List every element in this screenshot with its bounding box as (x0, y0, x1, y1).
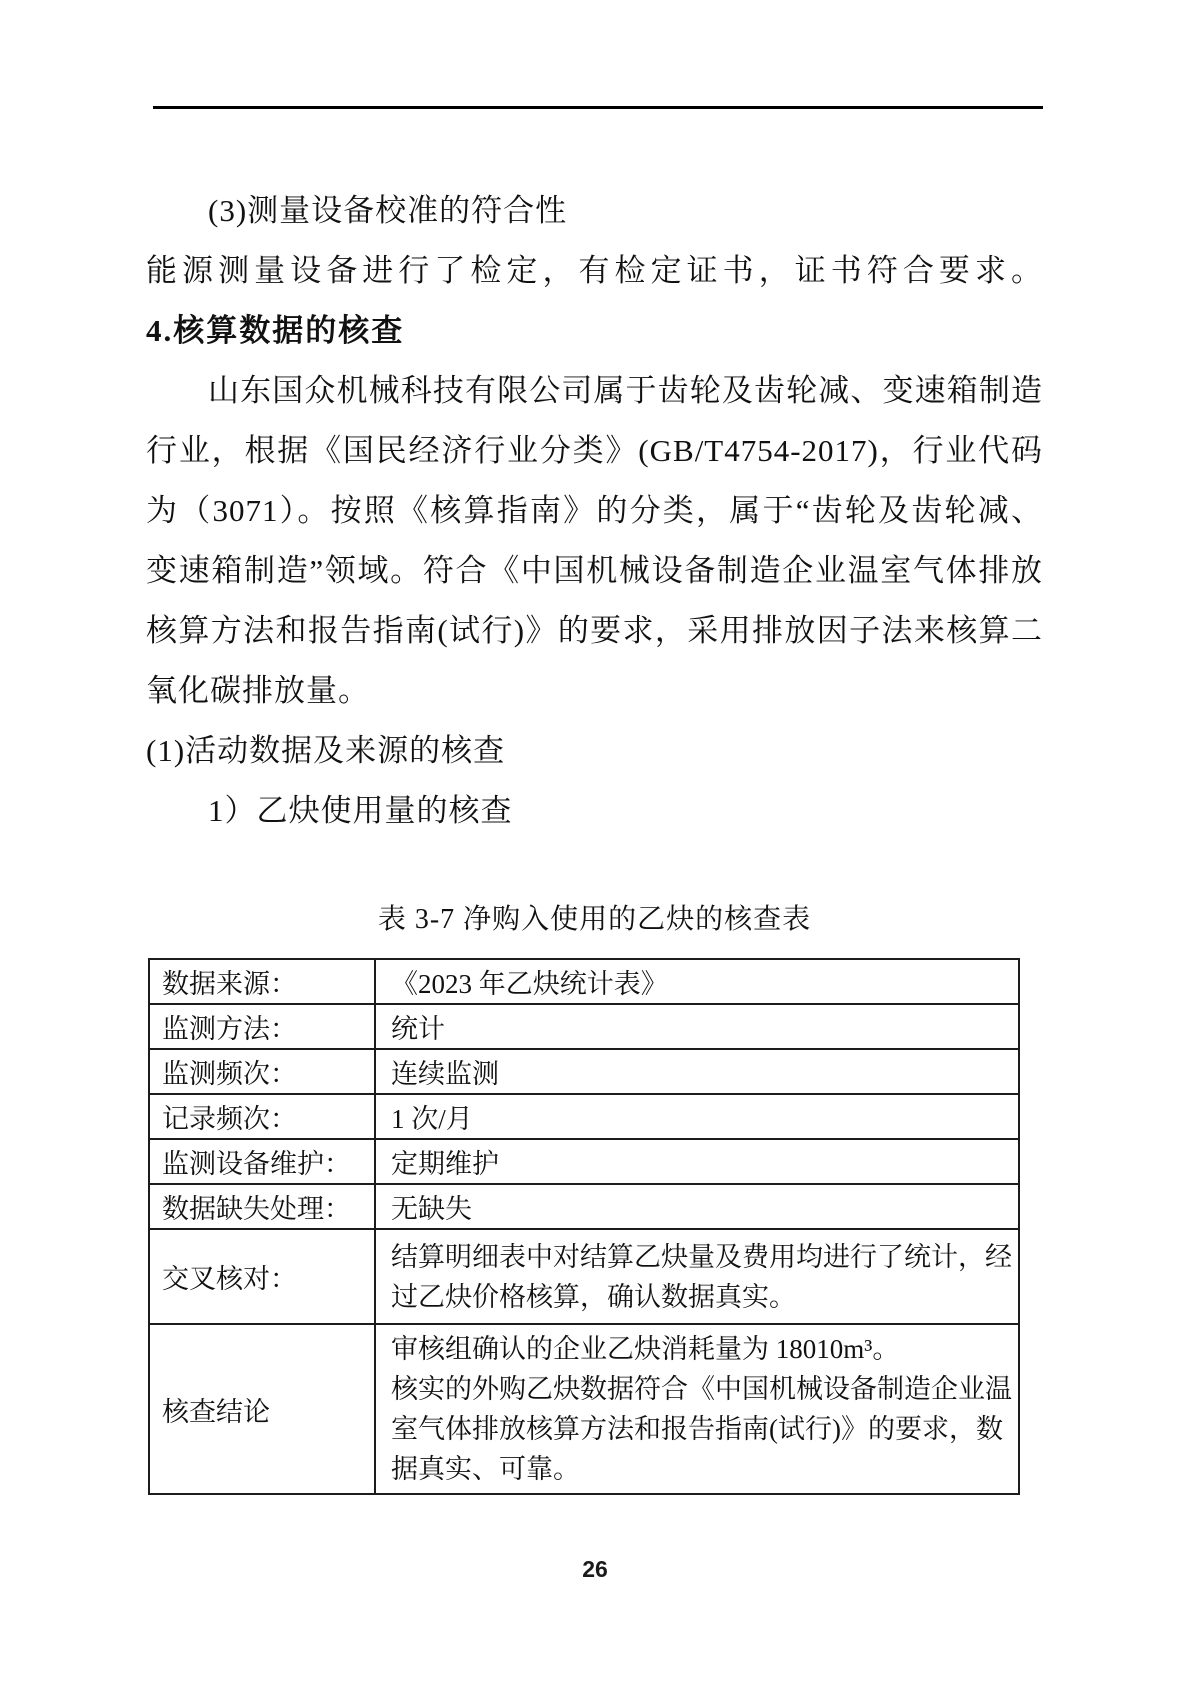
subsection-heading: (3)测量设备校准的符合性 (208, 193, 568, 228)
section-heading: 4.核算数据的核查 (146, 313, 405, 348)
row-label: 交叉核对： (149, 1229, 375, 1324)
value-line: 室气体排放核算方法和报告指南(试行)》的要求，数 (391, 1414, 1003, 1444)
table-row (149, 1324, 1019, 1494)
body-text (146, 181, 1043, 841)
row-label: 数据缺失处理： (149, 1184, 375, 1229)
row-label: 数据来源： (149, 959, 375, 1004)
body-line: 氧化碳排放量。 (146, 673, 370, 708)
body-line: 行业，根据《国民经济行业分类》(GB/T4754-2017)，行业代码 (146, 433, 1043, 468)
verification-table (148, 958, 1020, 1495)
table-row (149, 1184, 1019, 1229)
table-row (149, 1004, 1019, 1049)
list-item-heading: 1）乙炔使用量的核查 (208, 793, 513, 828)
row-value (375, 1324, 1019, 1494)
value-line: 过乙炔价格核算，确认数据真实。 (391, 1281, 796, 1312)
table-row (149, 1049, 1019, 1094)
page-number: 26 (582, 1556, 608, 1582)
table-row (149, 1094, 1019, 1139)
row-value: 统计 (375, 1004, 1019, 1049)
list-item-heading: (1)活动数据及来源的核查 (146, 733, 506, 768)
table-row (149, 1229, 1019, 1324)
value-line: 结算明细表中对结算乙炔量及费用均进行了统计，经 (391, 1241, 1012, 1272)
row-value: 定期维护 (375, 1139, 1019, 1184)
body-line: 能源测量设备进行了检定，有检定证书，证书符合要求。 (146, 253, 1043, 288)
body-line: 变速箱制造”领域。符合《中国机械设备制造企业温室气体排放 (146, 553, 1043, 588)
body-line: 核算方法和报告指南(试行)》的要求，采用排放因子法来核算二 (146, 613, 1043, 648)
row-value: 连续监测 (375, 1049, 1019, 1094)
row-value: 《2023 年乙炔统计表》 (375, 959, 1019, 1004)
header-rule (153, 106, 1043, 109)
table-caption: 表 3-7 净购入使用的乙炔的核查表 (377, 904, 812, 935)
body-line: 山东国众机械科技有限公司属于齿轮及齿轮减、变速箱制造 (208, 373, 1043, 408)
row-label: 监测频次： (149, 1049, 375, 1094)
value-line: 据真实、可靠。 (391, 1454, 580, 1484)
table-row (149, 1139, 1019, 1184)
row-label: 核查结论 (149, 1324, 375, 1494)
body-line: 为（3071）。按照《核算指南》的分类，属于“齿轮及齿轮减、 (146, 493, 1043, 528)
value-line: 核实的外购乙炔数据符合《中国机械设备制造企业温 (391, 1374, 1012, 1404)
value-line: 审核组确认的企业乙炔消耗量为 18010m³。 (391, 1334, 900, 1364)
row-value: 1 次/月 (375, 1094, 1019, 1139)
row-value (375, 1229, 1019, 1324)
row-label: 监测方法： (149, 1004, 375, 1049)
row-label: 监测设备维护： (149, 1139, 375, 1184)
row-label: 记录频次： (149, 1094, 375, 1139)
row-value: 无缺失 (375, 1184, 1019, 1229)
table-row (149, 959, 1019, 1004)
